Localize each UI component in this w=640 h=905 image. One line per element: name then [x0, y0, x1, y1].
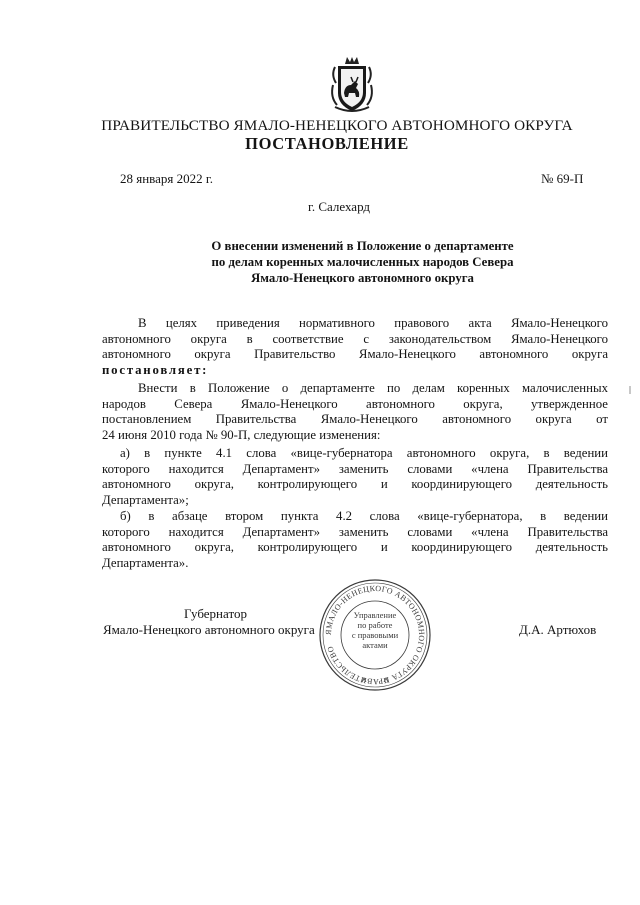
stamp-inner-text: по работе	[357, 620, 393, 630]
text-line: постановлением Правительства Ямало-Ненецкого автономного округа от	[102, 412, 608, 426]
text-line: а) в пункте 4.1 слова «вице-губернатора автономного округа, в ведении	[120, 446, 608, 460]
text-line: б) в абзаце втором пункта 4.2 слова «вице-губернатора, в ведении	[120, 509, 608, 523]
scan-artifact	[629, 386, 631, 394]
document-city: г. Салехард	[307, 199, 371, 214]
organization-header: ПРАВИТЕЛЬСТВО ЯМАЛО-НЕНЕЦКОГО АВТОНОМНОГО ОКРУГА	[101, 117, 573, 134]
text-line: которого находится Департамент» заменить словами «члена Правительства	[102, 524, 608, 539]
text-line: В целях приведения нормативного правового акта Ямало-Ненецкого	[138, 316, 608, 330]
title-line: по делам коренных малочисленных народов Севера	[211, 255, 514, 269]
signatory-name: Д.А. Артюхов	[519, 622, 597, 637]
text-line: которого находится Департамент» заменить словами «члена Правительства	[102, 461, 608, 476]
document-date: 28 января 2022 г.	[120, 171, 214, 186]
stamp-inner-text: актами	[362, 640, 388, 650]
signatory-region: Ямало-Ненецкого автономного округа	[103, 622, 315, 637]
text-line: Внести в Положение о департаменте по делам коренных малочисленных	[138, 381, 608, 395]
document-title	[120, 238, 605, 286]
signatory-title: Губернатор	[184, 606, 247, 621]
text-line: народов Севера Ямало-Ненецкого автономного округа, утвержденное	[102, 396, 608, 411]
stamp-inner-text: с правовыми	[351, 630, 399, 640]
text-line: Департамента»;	[102, 492, 189, 507]
amendment-intro-paragraph	[102, 381, 608, 443]
stamp-ring-text: ЯМАЛО-НЕНЕЦКОГО АВТОНОМНОГО ОКРУГА ПРАВИТЕЛЬСТВО	[323, 583, 427, 687]
text-line: автономного округа в соответствие с законодательством Ямало-Ненецкого	[102, 331, 608, 346]
document-number: № 69-П	[541, 171, 584, 186]
coat-of-arms-icon	[327, 55, 377, 117]
text-line: автономного округа, контролирующего и координирующего деятельность	[102, 540, 608, 554]
title-line: Ямало-Ненецкого автономного округа	[251, 271, 474, 285]
text-line: автономного округа Правительство Ямало-Ненецкого автономного округа	[102, 347, 608, 361]
amendment-item-a	[102, 446, 608, 508]
text-line: Департамента».	[102, 555, 189, 570]
amendment-item-b	[102, 509, 608, 571]
preamble-paragraph	[102, 316, 608, 378]
stamp-inner-text: Управление	[353, 610, 397, 620]
text-line: автономного округа, контролирующего и координирующего деятельность	[102, 477, 608, 491]
decree-keyword: постановляет:	[102, 362, 209, 377]
document-type-heading: ПОСТАНОВЛЕНИЕ	[245, 134, 409, 153]
title-line: О внесении изменений в Положение о департаменте	[211, 239, 514, 253]
text-line: 24 июня 2010 года № 90-П, следующие изменения:	[102, 427, 381, 442]
official-stamp	[318, 578, 432, 692]
